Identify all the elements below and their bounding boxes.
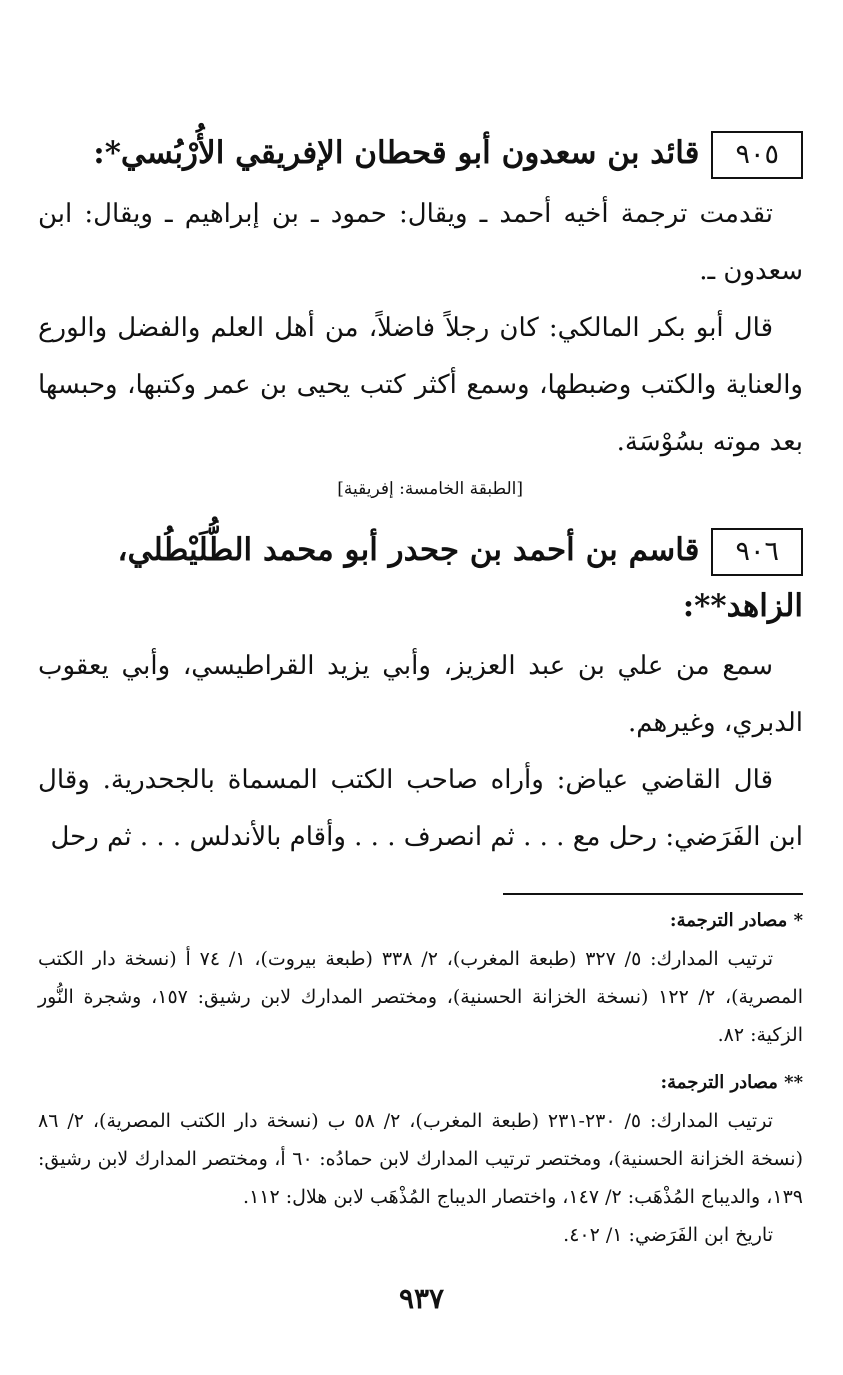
entry-number-box: ٩٠٥ bbox=[711, 131, 803, 179]
entry-heading-905 bbox=[38, 125, 803, 181]
entry-number-box: ٩٠٦ bbox=[711, 528, 803, 576]
footnote-separator bbox=[503, 893, 803, 895]
layer-note: [الطبقة الخامسة: إفريقية] bbox=[337, 479, 523, 499]
footnote-extra: تاريخ ابن الفَرَضي: ١/ ٤٠٢. bbox=[563, 1224, 773, 1246]
entry-title: قاسم بن أحمد بن جحدر أبو محمد الطُّلَيْطُلي، الزاهد**: bbox=[117, 532, 803, 624]
entry-905-paragraph-1: تقدمت ترجمة أخيه أحمد ـ ويقال: حمود ـ بن إبراهيم ـ ويقال: ابن سعدون ـ. bbox=[38, 199, 803, 286]
footnote-1 bbox=[38, 902, 803, 1054]
entry-905-paragraph-2: قال أبو بكر المالكي: كان رجلاً فاضلاً، من أهل العلم والفضل والورع والعناية والكتب وضبطها، وسمع أكثر كتب يحيى بن عمر وكتبها، وحبسها بعد موته بسُوْسَة. bbox=[38, 313, 803, 457]
footnote-heading: ** مصادر الترجمة: bbox=[660, 1072, 803, 1093]
footnote-text: ترتيب المدارك: ٥/ ٢٣٠-٢٣١ (طبعة المغرب)، ٢/ ٥٨ ب (نسخة دار الكتب المصرية)، ٢/ ٨٦ (نسخة الخزانة الحسنية)، ومختصر ترتيب المدارك لابن حمادُه: ٦٠ أ، ومختصر المدارك لابن رشيق: ١٣٩، والديباج المُذْهَب: ٢/ ١٤٧، واختصار الديباج المُذْهَب لابن هلال: ١١٢. bbox=[38, 1110, 803, 1208]
footnote-2 bbox=[38, 1064, 803, 1254]
footnote-text: ترتيب المدارك: ٥/ ٣٢٧ (طبعة المغرب)، ٢/ ٣٣٨ (طبعة بيروت)، ١/ ٧٤ أ (نسخة دار الكتب المصرية)، ٢/ ١٢٢ (نسخة الخزانة الحسنية)، ومختصر المدارك لابن رشيق: ١٥٧، وشجرة النُّور الزكية: ٨٢. bbox=[38, 948, 803, 1046]
entry-title: قائد بن سعدون أبو قحطان الإفريقي الأُرْبُسي*: bbox=[93, 135, 700, 171]
entry-906-paragraph-1: سمع من علي بن عبد العزيز، وأبي يزيد القراطيسي، وأبي يعقوب الدبري، وغيرهم. bbox=[38, 651, 803, 738]
footnote-heading: * مصادر الترجمة: bbox=[669, 910, 803, 931]
entry-heading-906 bbox=[38, 522, 803, 634]
page-number: ٩٣٧ bbox=[398, 1282, 445, 1315]
entry-906-paragraph-2: قال القاضي عياض: وأراه صاحب الكتب المسماة بالجحدرية. وقال ابن الفَرَضي: رحل مع . . . ثم انصرف . . . وأقام بالأندلس . . . ثم رحل bbox=[38, 765, 803, 852]
